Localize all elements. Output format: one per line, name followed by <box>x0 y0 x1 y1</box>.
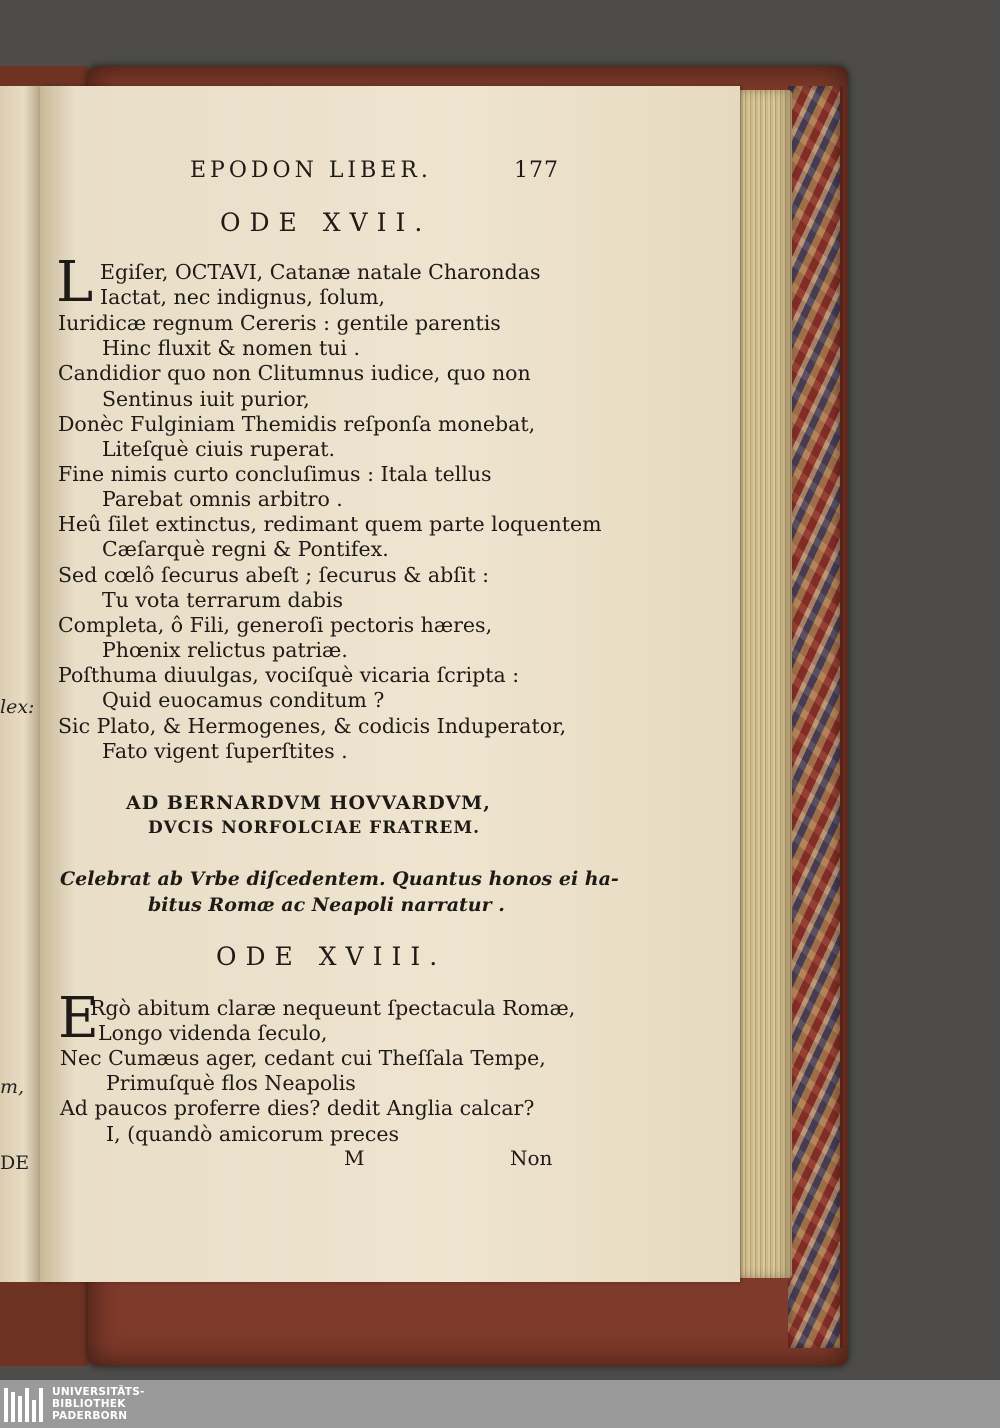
right-page <box>40 86 740 1282</box>
verse-line: Fine nimis curto concluſimus : Itala tellus <box>58 462 492 486</box>
left-page-fragment: m, <box>0 1076 25 1098</box>
logo-line: UNIVERSITÄTS- <box>52 1386 145 1398</box>
verse-line: Candidior quo non Clitumnus iudice, quo non <box>58 361 531 385</box>
verse-line: Egiſer, OCTAVI, Catanæ natale Charondas <box>100 260 541 284</box>
drop-cap: L <box>56 250 94 315</box>
dedication-line: AD BERNARDVM HOVVARDVM, <box>126 792 491 814</box>
signature-mark: M <box>344 1146 365 1170</box>
verse-line: Sed cœlô ſecurus abeſt ; ſecurus & abſit : <box>58 563 490 587</box>
page-block-edges <box>738 90 792 1278</box>
verse-line: Nec Cumæus ager, cedant cui Theſſala Tempe, <box>60 1046 546 1070</box>
logo-line: BIBLIOTHEK <box>52 1398 126 1410</box>
library-logo-icon <box>4 1386 46 1422</box>
footer-bar <box>0 1380 1000 1428</box>
marbled-endpaper <box>788 86 843 1348</box>
drop-cap: E <box>58 986 99 1051</box>
verse-line: Donèc Fulginiam Themidis reſponſa monebat, <box>58 412 536 436</box>
verse-line: Iuridicæ regnum Cereris : gentile parentis <box>58 311 501 335</box>
argument-line: Celebrat ab Vrbe diſcedentem. Quantus honos ei ha- <box>60 868 619 890</box>
left-page-fragment: DE <box>0 1152 30 1174</box>
verse-line: Cæſarquè regni & Pontifex. <box>102 537 389 561</box>
dedication-line: DVCIS NORFOLCIAE FRATREM. <box>148 818 481 838</box>
verse-line: Completa, ô Fili, generoſi pectoris hæres, <box>58 613 493 637</box>
verse-line: Fato vigent ſuperſtites . <box>102 739 348 763</box>
verse-line: Rgò abitum claræ nequeunt ſpectacula Romæ, <box>90 996 576 1020</box>
catchword: Non <box>510 1146 553 1170</box>
verse-line: Liteſquè ciuis ruperat. <box>102 437 335 461</box>
page-number: 177 <box>514 158 559 183</box>
verse-line: Tu vota terrarum dabis <box>102 588 343 612</box>
verse-line: Iactat, nec indignus, ſolum, <box>100 285 386 309</box>
verse-line: Quid euocamus conditum ? <box>102 688 385 712</box>
running-header: EPODON LIBER. <box>190 158 432 183</box>
verse-line: Sentinus iuit purior, <box>102 387 310 411</box>
verse-line: Sic Plato, & Hermogenes, & codicis Induperator, <box>58 714 567 738</box>
argument-line: bitus Romæ ac Neapoli narratur . <box>148 894 505 916</box>
ode-17-title: ODE XVII. <box>220 208 432 237</box>
verse-line: Ad paucos proferre dies? dedit Anglia calcar? <box>60 1096 535 1120</box>
left-page-fragment: lex: <box>0 696 35 718</box>
verse-line: Longo videnda ſeculo, <box>98 1021 328 1045</box>
verse-line: I, (quandò amicorum preces <box>106 1122 400 1146</box>
verse-line: Poſthuma diuulgas, vociſquè vicaria ſcripta : <box>58 663 520 687</box>
verse-line: Phœnix relictus patriæ. <box>102 638 348 662</box>
left-page-edge <box>0 86 40 1282</box>
verse-line: Hinc fluxit & nomen tui . <box>102 336 361 360</box>
ode-18-title: ODE XVIII. <box>216 942 447 971</box>
verse-line: Parebat omnis arbitro . <box>102 487 343 511</box>
verse-line: Primuſquè flos Neapolis <box>106 1071 356 1095</box>
verse-line: Heû ſilet extinctus, redimant quem parte loquentem <box>58 512 602 536</box>
logo-line: PADERBORN <box>52 1410 128 1422</box>
library-logo-text <box>52 1386 145 1422</box>
